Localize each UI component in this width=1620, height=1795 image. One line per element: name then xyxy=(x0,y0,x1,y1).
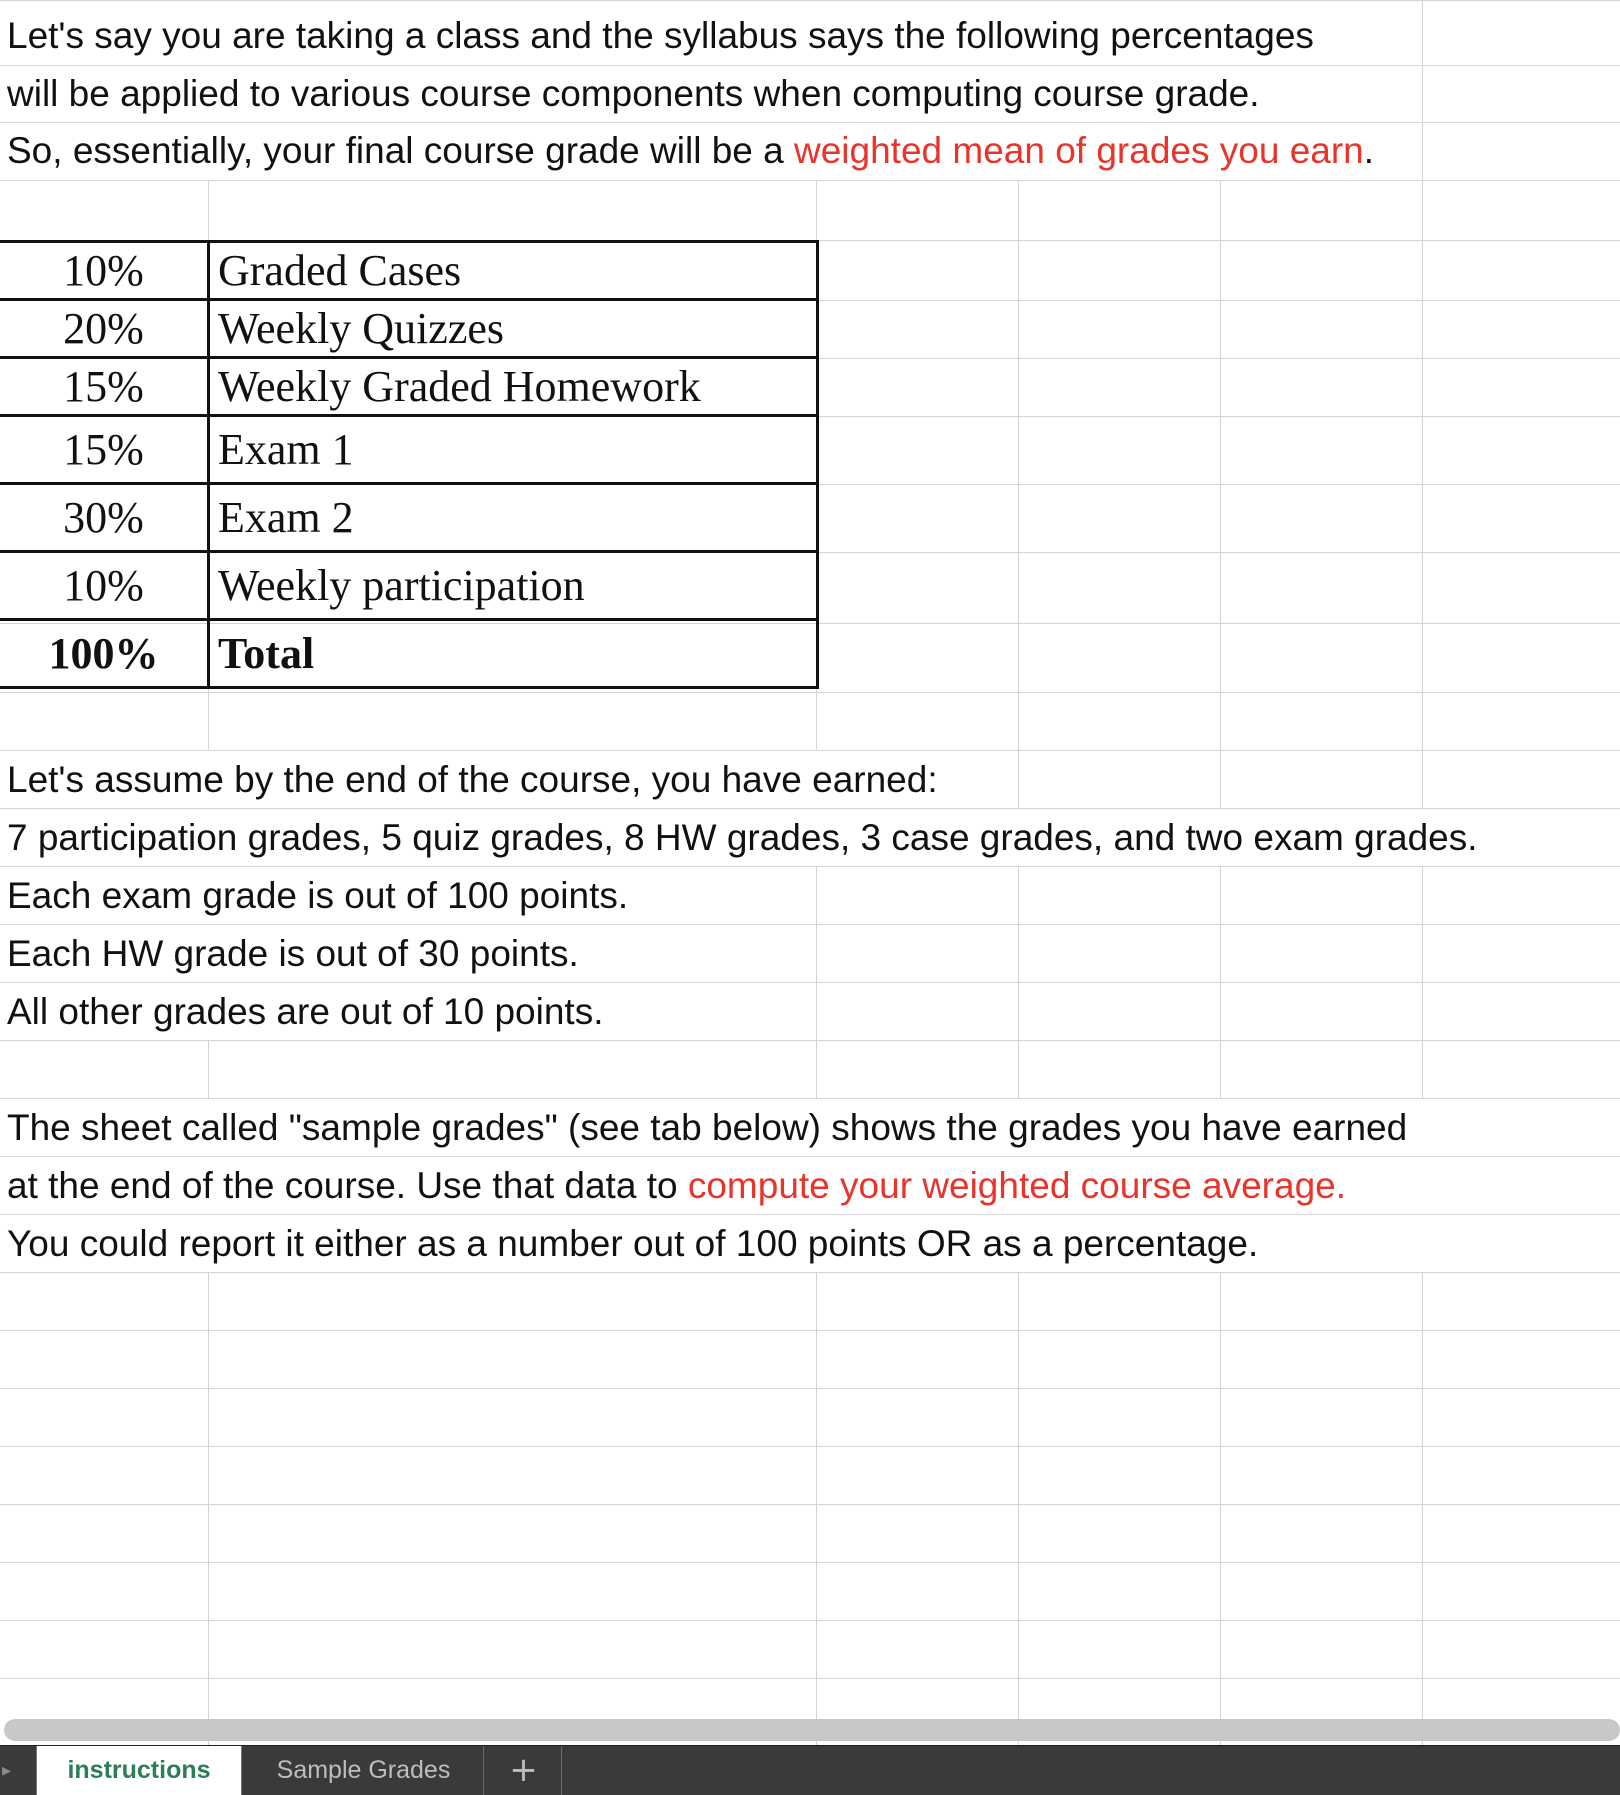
weights-table xyxy=(0,240,819,689)
intro-line-3-prefix: So, essentially, your final course grade will be a xyxy=(7,130,794,171)
intro-line-3 xyxy=(7,122,1374,180)
weight-percent[interactable]: 30% xyxy=(0,484,209,552)
task-line-2 xyxy=(7,1157,1346,1215)
weight-total-label[interactable]: Total xyxy=(209,620,818,688)
weight-percent[interactable]: 10% xyxy=(0,552,209,620)
weight-row[interactable] xyxy=(0,300,818,358)
assumption-line-5: All other grades are out of 10 points. xyxy=(7,991,604,1032)
weight-component[interactable]: Exam 1 xyxy=(209,416,818,484)
weight-component[interactable]: Weekly participation xyxy=(209,552,818,620)
tab-instructions[interactable]: instructions xyxy=(36,1746,242,1795)
task-line-1: The sheet called "sample grades" (see tab below) shows the grades you have earned xyxy=(7,1107,1408,1148)
tab-scroll-left-icon[interactable]: ▸ xyxy=(2,1760,12,1781)
weight-row[interactable] xyxy=(0,484,818,552)
tab-sample-grades[interactable]: Sample Grades xyxy=(244,1746,484,1795)
task-line-3: You could report it either as a number out of 100 points OR as a percentage. xyxy=(7,1223,1259,1264)
intro-line-2: will be applied to various course components when computing course grade. xyxy=(7,73,1260,114)
weight-component[interactable]: Weekly Graded Homework xyxy=(209,358,818,416)
weight-total-percent[interactable]: 100% xyxy=(0,620,209,688)
assumption-line-1: Let's assume by the end of the course, you have earned: xyxy=(7,759,938,800)
weight-component[interactable]: Graded Cases xyxy=(209,242,818,300)
add-sheet-button[interactable]: + xyxy=(486,1746,562,1795)
weight-component[interactable]: Weekly Quizzes xyxy=(209,300,818,358)
weight-row[interactable] xyxy=(0,242,818,300)
weight-total-row[interactable] xyxy=(0,620,818,688)
intro-highlight: weighted mean of grades you earn xyxy=(794,130,1364,171)
weight-component[interactable]: Exam 2 xyxy=(209,484,818,552)
weight-percent[interactable]: 20% xyxy=(0,300,209,358)
intro-line-3-suffix: . xyxy=(1363,130,1375,171)
horizontal-scrollbar[interactable] xyxy=(4,1719,1620,1741)
assumption-line-4: Each HW grade is out of 30 points. xyxy=(7,933,579,974)
weight-row[interactable] xyxy=(0,552,818,620)
weight-row[interactable] xyxy=(0,358,818,416)
weight-percent[interactable]: 15% xyxy=(0,358,209,416)
assumption-line-2: 7 participation grades, 5 quiz grades, 8 HW grades, 3 case grades, and two exam grades. xyxy=(7,817,1478,858)
intro-line-1: Let's say you are taking a class and the syllabus says the following percentages xyxy=(7,15,1314,56)
weight-percent[interactable]: 10% xyxy=(0,242,209,300)
weight-percent[interactable]: 15% xyxy=(0,416,209,484)
assumption-line-3: Each exam grade is out of 100 points. xyxy=(7,875,629,916)
weight-row[interactable] xyxy=(0,416,818,484)
sheet-tab-bar xyxy=(0,1745,1620,1795)
task-line-2-prefix: at the end of the course. Use that data to xyxy=(7,1165,688,1206)
task-highlight: compute your weighted course average. xyxy=(687,1165,1347,1206)
